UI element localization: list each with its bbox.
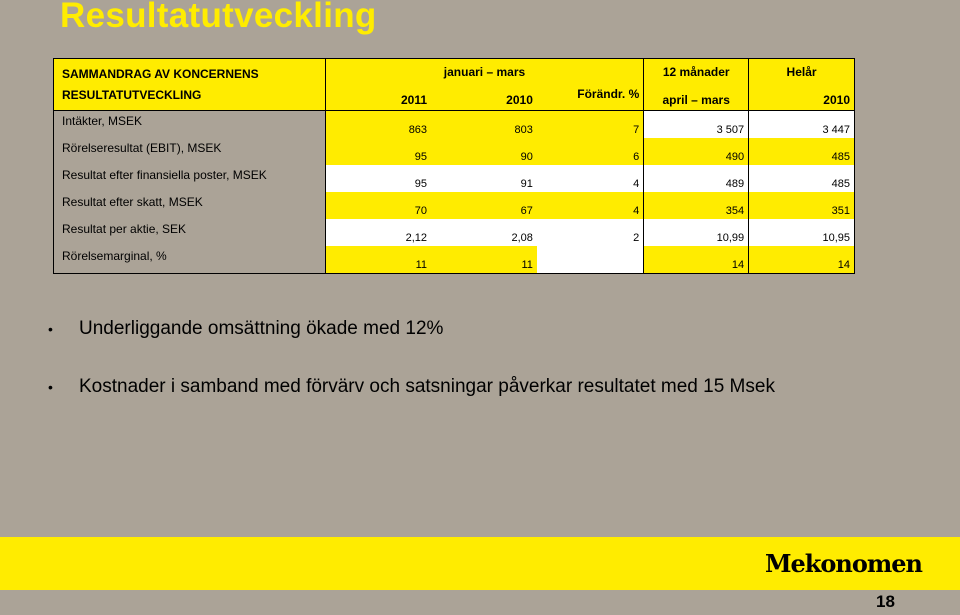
- cell-2010: 2,08: [431, 219, 537, 246]
- row-label: Rörelsemarginal, %: [54, 246, 326, 274]
- cell-april-march: 10,99: [644, 219, 749, 246]
- cell-april-march: 354: [644, 192, 749, 219]
- cell-2011: 95: [325, 138, 431, 165]
- row-label: Resultat per aktie, SEK: [54, 219, 326, 246]
- cell-change: 6: [537, 138, 644, 165]
- summary-line-2: RESULTATUTVECKLING: [62, 87, 202, 102]
- cell-2011: 863: [325, 111, 431, 139]
- mekonomen-logo: Mekonomen: [764, 549, 922, 578]
- col-2011-header: 2011: [325, 85, 431, 111]
- cell-2010: 90: [431, 138, 537, 165]
- cell-2010: 91: [431, 165, 537, 192]
- bullet-item: [48, 376, 808, 398]
- cell-year-2010: 485: [749, 165, 855, 192]
- bullet-list: [48, 318, 808, 398]
- table-row: [54, 192, 855, 219]
- cell-april-march: 3 507: [644, 111, 749, 139]
- col-2010-header: 2010: [431, 85, 537, 111]
- cell-2011: 2,12: [325, 219, 431, 246]
- period-full-year-header: Helår: [749, 59, 855, 85]
- cell-april-march: 489: [644, 165, 749, 192]
- page-number: 18: [876, 592, 895, 611]
- period-12-months-header: 12 månader: [644, 59, 749, 85]
- period-quarter-header: januari – mars: [325, 59, 644, 85]
- cell-2011: 95: [325, 165, 431, 192]
- results-table: [53, 58, 855, 274]
- bullet-item: [48, 318, 808, 340]
- row-label: Resultat efter skatt, MSEK: [54, 192, 326, 219]
- row-label: Intäkter, MSEK: [54, 111, 326, 139]
- table-summary-header: [54, 59, 326, 111]
- col-change-header: Förändr. %: [537, 85, 644, 111]
- cell-year-2010: 351: [749, 192, 855, 219]
- col-april-march-header: april – mars: [644, 85, 749, 111]
- cell-2010: 803: [431, 111, 537, 139]
- cell-2011: 11: [325, 246, 431, 274]
- row-label: Resultat efter finansiella poster, MSEK: [54, 165, 326, 192]
- cell-change: 7: [537, 111, 644, 139]
- table-row: [54, 165, 855, 192]
- bullet-dot: •: [48, 379, 53, 395]
- col-year-2010-header: 2010: [749, 85, 855, 111]
- cell-change: 4: [537, 165, 644, 192]
- cell-year-2010: 485: [749, 138, 855, 165]
- cell-year-2010: 3 447: [749, 111, 855, 139]
- bullet-text: Underliggande omsättning ökade med 12%: [79, 318, 444, 339]
- cell-change: 4: [537, 192, 644, 219]
- table-row: [54, 246, 855, 274]
- cell-year-2010: 10,95: [749, 219, 855, 246]
- bullet-text: Kostnader i samband med förvärv och satsningar påverkar resultatet med 15 Msek: [79, 376, 775, 397]
- table-row: [54, 138, 855, 165]
- bullet-dot: •: [48, 321, 53, 337]
- row-label: Rörelseresultat (EBIT), MSEK: [54, 138, 326, 165]
- cell-change: [537, 246, 644, 274]
- footer-band: [0, 537, 960, 590]
- summary-line-1: SAMMANDRAG AV KONCERNENS: [62, 66, 259, 81]
- cell-year-2010: 14: [749, 246, 855, 274]
- cell-2010: 67: [431, 192, 537, 219]
- cell-2010: 11: [431, 246, 537, 274]
- cell-april-march: 14: [644, 246, 749, 274]
- table-row: [54, 219, 855, 246]
- page-title: Resultatutveckling: [60, 0, 377, 35]
- cell-change: 2: [537, 219, 644, 246]
- cell-april-march: 490: [644, 138, 749, 165]
- table-row: [54, 111, 855, 139]
- cell-2011: 70: [325, 192, 431, 219]
